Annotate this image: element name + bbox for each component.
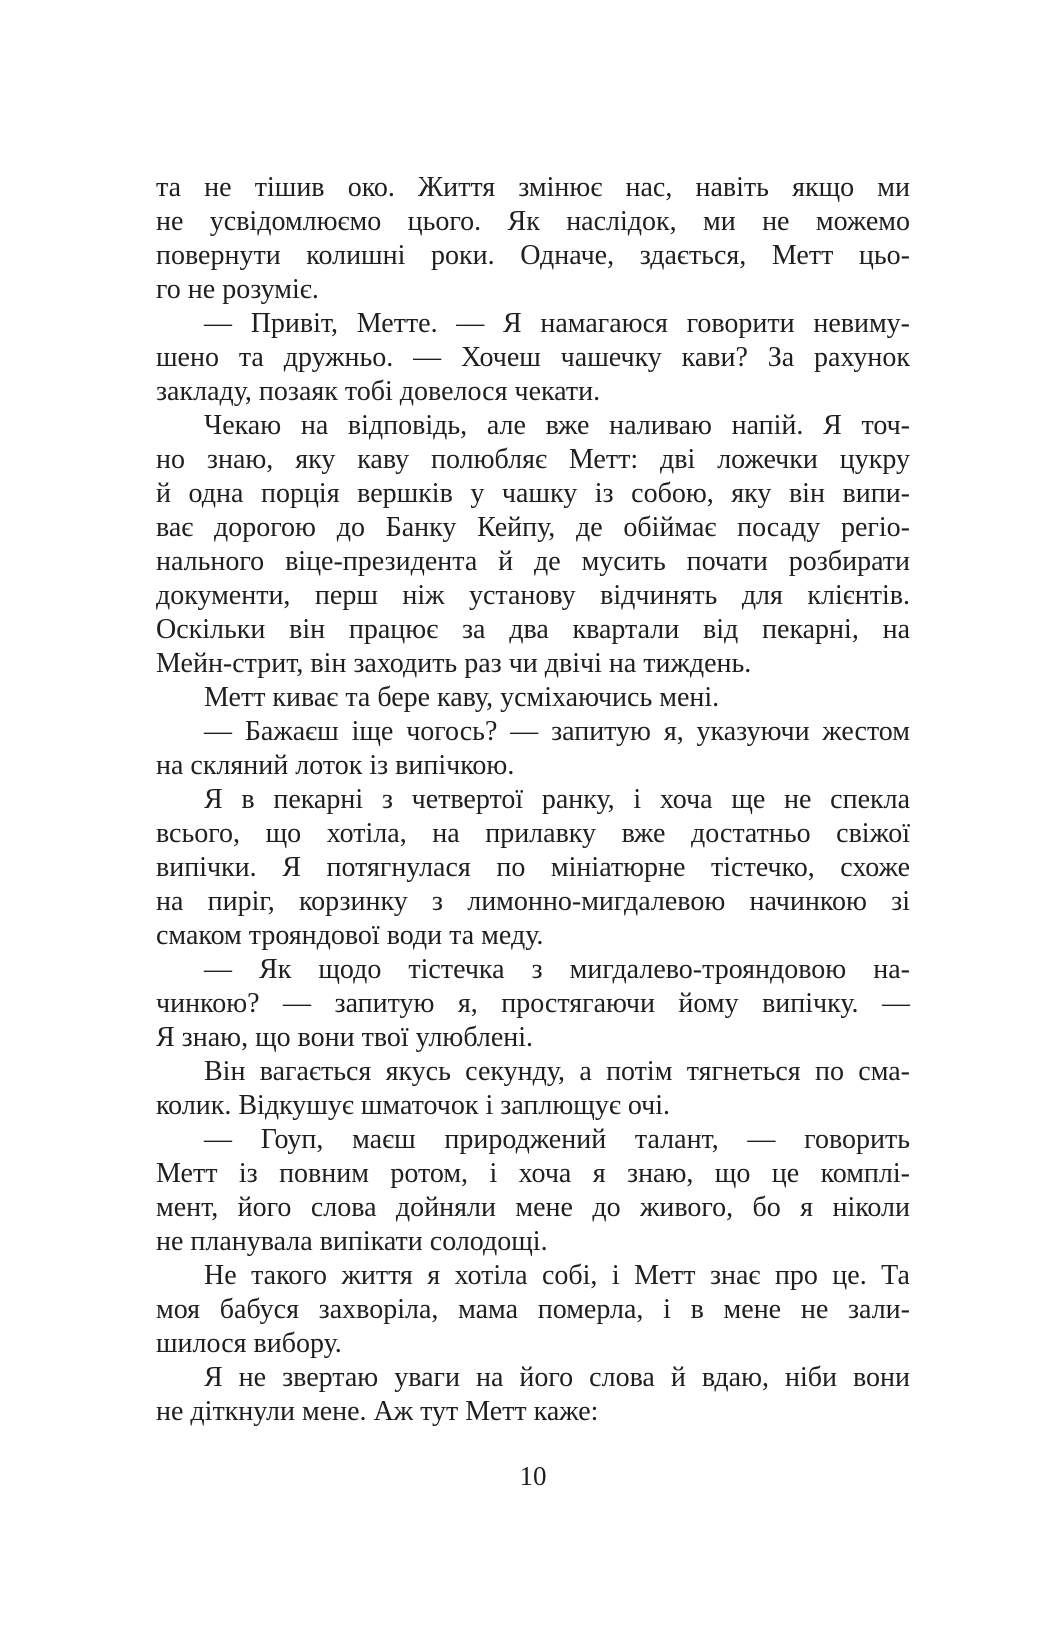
page-text — [156, 171, 910, 1429]
text-line: Мейн-стрит, він заходить раз чи двічі на тиждень. — [156, 648, 752, 679]
text-line: документи, перш ніж установу відчинять для клієнтів. — [156, 580, 910, 611]
text-line: но знаю, яку каву полюбляє Метт: дві ложечки цукру — [156, 444, 910, 475]
text-line: мент, його слова дойняли мене до живого, бо я ніколи — [156, 1192, 910, 1223]
text-line: на скляний лоток із випічкою. — [156, 750, 515, 781]
text-line: й одна порція вершків у чашку із собою, яку він випи- — [156, 478, 910, 509]
text-line: нального віце-президента й де мусить почати розбирати — [156, 546, 910, 577]
text-line: закладу, позаяк тобі довелося чекати. — [156, 376, 601, 407]
text-line: Я в пекарні з четвертої ранку, і хоча ще не спекла — [204, 784, 910, 815]
text-line: випічки. Я потягнулася по мініатюрне тістечко, схоже — [156, 852, 910, 883]
text-line: всього, що хотіла, на прилавку вже достатньо свіжої — [156, 818, 910, 849]
text-line: не діткнули мене. Аж тут Метт каже: — [156, 1396, 599, 1427]
text-line: шилося вибору. — [156, 1328, 342, 1359]
text-line: — Як щодо тістечка з мигдалево-трояндовою на- — [204, 954, 910, 985]
text-line: Я не звертаю уваги на його слова й вдаю, ніби вони — [204, 1362, 910, 1393]
text-line: Він вагається якусь секунду, а потім тягнеться по сма- — [204, 1056, 910, 1087]
text-line: Я знаю, що вони твої улюблені. — [156, 1022, 534, 1053]
text-line: смаком трояндової води та меду. — [156, 920, 544, 951]
text-line: — Бажаєш іще чогось? — запитую я, указуючи жестом — [204, 716, 910, 747]
text-line: — Привіт, Метте. — Я намагаюся говорити невиму- — [204, 308, 910, 339]
text-line: на пиріг, корзинку з лимонно-мигдалевою начинкою зі — [156, 886, 910, 917]
text-line: Чекаю на відповідь, але вже наливаю напій. Я точ- — [204, 410, 910, 441]
text-line: ває дорогою до Банку Кейпу, де обіймає посаду регіо- — [156, 512, 910, 543]
text-line: не усвідомлюємо цього. Як наслідок, ми не можемо — [156, 206, 910, 237]
text-line: моя бабуся захворіла, мама померла, і в мене не зали- — [156, 1294, 910, 1325]
text-line: Оскільки він працює за два квартали від пекарні, на — [156, 614, 910, 645]
text-line: та не тішив око. Життя змінює нас, навіть якщо ми — [156, 172, 910, 203]
text-line: не планувала випікати солодощі. — [156, 1226, 548, 1257]
text-line: повернути колишні роки. Одначе, здається, Метт цьо- — [156, 240, 910, 271]
text-line: Метт киває та бере каву, усміхаючись мені. — [204, 682, 720, 713]
text-line: го не розуміє. — [156, 274, 319, 305]
text-line: Метт із повним ротом, і хоча я знаю, що це комплі- — [156, 1158, 910, 1189]
page-number: 10 — [519, 1461, 547, 1491]
text-line: Не такого життя я хотіла собі, і Метт знає про це. Та — [204, 1260, 910, 1291]
text-line: чинкою? — запитую я, простягаючи йому випічку. — — [156, 988, 910, 1019]
text-line: шено та дружньо. — Хочеш чашечку кави? За рахунок — [156, 342, 910, 373]
text-line: колик. Відкушує шматочок і заплющує очі. — [156, 1090, 670, 1121]
text-line: — Гоуп, маєш природжений талант, — говорить — [204, 1124, 910, 1155]
